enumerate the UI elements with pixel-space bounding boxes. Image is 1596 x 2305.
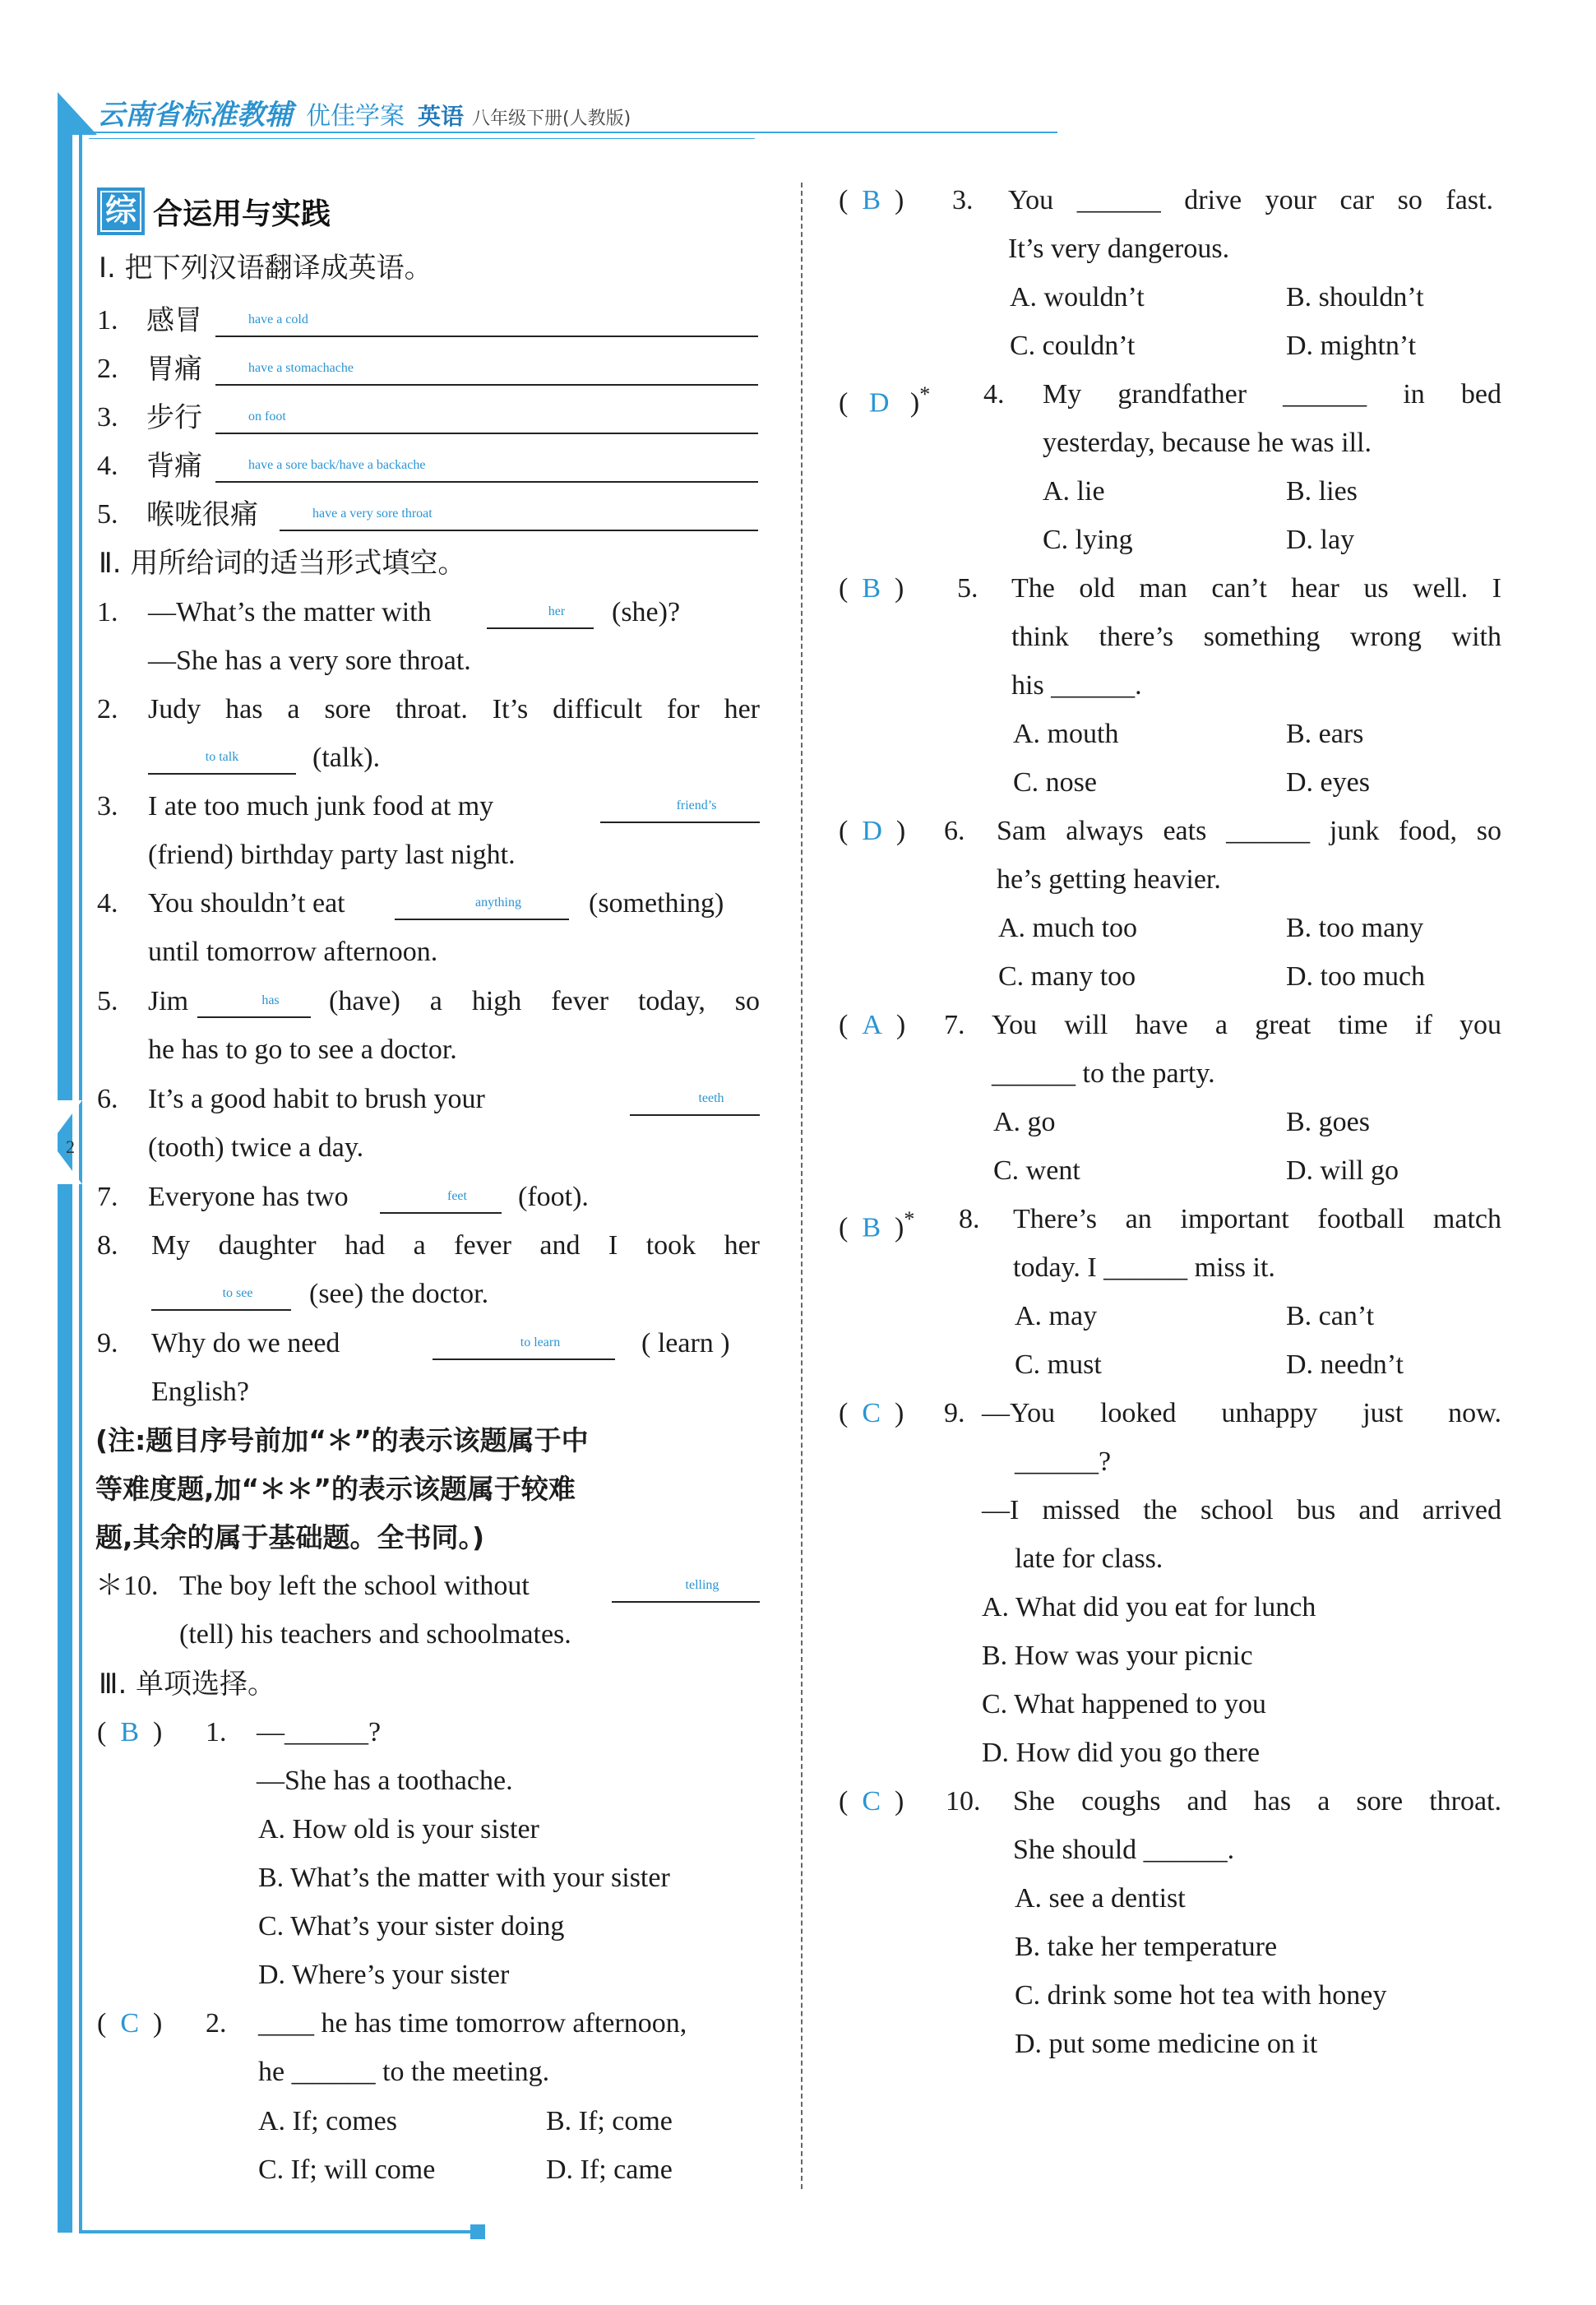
margin-strip-line [79,123,82,2233]
mc-option: A. lie [1043,476,1105,507]
mc-option: D. needn’t [1286,1349,1404,1380]
mc-option: A. much too [998,913,1138,943]
mc-option: D. too much [1286,961,1426,992]
mc-option: D. will go [1286,1155,1399,1186]
answer-blank: to see [151,1278,291,1311]
mc-option: A. may [1015,1301,1098,1331]
mc-answer: C [862,1786,881,1817]
mc-option: C. What’s your sister doing [258,1911,565,1942]
mc-option: D. Where’s your sister [258,1960,510,1990]
header-rule-thin [89,138,755,139]
column-divider [801,183,803,2189]
bottom-rule [79,2230,482,2233]
mc-option: D. put some medicine on it [1015,2029,1318,2059]
mc-option: C. must [1015,1349,1102,1380]
mc-option: D. mightn’t [1286,331,1417,361]
mc-option: A. If; comes [258,2106,398,2136]
answer-blank: her [487,596,594,629]
mc-option: A. go [993,1107,1056,1137]
section-icon: 综 [97,187,145,235]
part2-heading: Ⅱ. 用所给词的适当形式填空。 [99,547,466,580]
mc-option: D. How did you go there [982,1738,1261,1768]
mc-option: B. What’s the matter with your sister [258,1863,670,1893]
mc-option: C. drink some hot tea with honey [1015,1980,1387,2011]
mc-option: D. eyes [1286,767,1370,798]
header-brand: 云南省标准教辅 [97,99,293,132]
section-title: 合运用与实践 [153,197,331,231]
mc-option: C. lying [1043,525,1133,555]
running-header [97,92,631,132]
mc-option: D. If; came [546,2155,673,2185]
mc-option: C. couldn’t [1010,331,1136,361]
header-subject: 英语 [418,103,465,130]
mc-option: C. went [993,1155,1080,1186]
mc-option: B. shouldn’t [1286,282,1424,312]
workbook-page: 2 云南省标准教辅 优佳学案 英语 八年级下册(人教版) 综 合运用与实践 Ⅰ. 把下列汉语翻译成英语。 1. 感冒 have a cold 2. 胃痛 have a stomachache 3. 步行 on foot 4. 背痛 have a sore back/have a backache 5. 喉咙很痛 have a very sore throat Ⅱ. 用所给词的适当形式填空。 1. —What’s the matter with her (she)? —She has a very sore throat. 2. Judy has a sore throat. It’s difficult for her to talk (talk). 3. I ate too much junk food at my friend’s (friend) birthday party last night. 4. You shouldn’t eat anything (something) until tomorrow afternoon. 5. Jim has (have) a high fever today, so he has to go to see a doctor. 6. It’s a good habit to brush your teeth (tooth) twice a day. 7. Everyone has two feet (foot). 8. My daughter had a fever and I took her to see (see) the doctor. 9. Why do we need to learn ( learn ) English? (注:题目序号前加“＊”的表示该题属于中 等难度题,加“＊＊”的表示该题属于较难 题,其余的属于基础题。全书同。) ＊10. The boy left the school without telling (tell) his teachers and schoolmates. Ⅲ. 单项选择。 ( B ) 1. —______? —She has a toothache. A. How old is your sister B. What’s the matter with your sister C. What’s your sister doing D. Where’s your sister ( C ) 2. ____ he has time tomorrow afternoon, he ______ to the meeting. A. If; comes B. If; come C. If; will come D. If; came ( B ) 3. You ______ drive your car so fast. It’s very dangerous. A. wouldn’t B. shouldn’t C. couldn’t D. mightn’t ( D )* 4. My grandfather ______ in bed yesterday, because he was ill. A. lie B. lies C. lying D. lay ( B ) 5. The old man can’t hear us well. I think there’s something wrong with his ______. A. mouth B. ears C. nose D. eyes ( D ) 6. Sam always eats ______ junk food, so he’s getting heavier. A. much too B. too many C. many too D. too much ( A ) 7. You will have a great time if you ______ to the party. A. go B. goes C. went D. will go ( B )* 8. There’s an important football match today. I ______ miss it. A. may B. can’t C. must D. needn’t ( C ) 9. —You looked unhappy just now. ______? —I missed the school bus and arrived late for class. A. What did you eat for lunch B. How was your picnic C. What happened to you D. How did you go there ( C ) 10. She coughs and has a sore throat. She should ______. A. see a dentist B. take her temperature C. drink some hot tea with honey D. put some medicine on it [0,0,1596,2305]
mc-option: B. ears [1286,719,1364,749]
header-rule [89,132,1057,133]
mc-answer: B [862,1212,881,1243]
answer-blank: teeth [630,1083,760,1116]
page-number: 2 [66,1136,75,1157]
mc-option: B. goes [1286,1107,1370,1137]
answer-blank: have a sore back/have a backache [215,450,758,483]
part3-heading: Ⅲ. 单项选择。 [99,1668,276,1701]
mc-option: B. take her temperature [1015,1932,1278,1962]
mc-option: A. wouldn’t [1010,282,1145,312]
mc-answer: B [862,573,881,604]
header-grade: 八年级下册(人教版) [472,109,631,129]
mc-option: B. can’t [1286,1301,1375,1331]
mc-option: C. many too [998,961,1136,992]
mc-option: C. nose [1013,767,1097,798]
answer-blank: have a stomachache [215,353,758,386]
answer-blank: have a very sore throat [280,498,758,531]
mc-answer: D [868,387,890,419]
answer-blank: friend’s [600,790,760,823]
answer-blank: to talk [148,742,296,775]
mc-option: C. If; will come [258,2155,436,2185]
mc-option: A. see a dentist [1015,1883,1186,1914]
answer-blank: telling [612,1570,760,1603]
mc-option: B. If; come [546,2106,673,2136]
answer-blank: has [197,985,311,1018]
header-series: 优佳学案 [306,102,405,131]
mc-option: A. mouth [1013,719,1119,749]
answer-blank: feet [380,1181,502,1214]
answer-blank: anything [395,887,569,920]
mc-option: A. What did you eat for lunch [982,1592,1316,1622]
mc-option: D. lay [1286,525,1355,555]
answer-blank: on foot [215,401,758,434]
answer-blank: have a cold [215,304,758,337]
mc-answer: C [120,2008,140,2039]
mc-answer: C [862,1398,881,1428]
mc-option: C. What happened to you [982,1689,1266,1719]
bottom-square [470,2224,485,2239]
answer-blank: to learn [433,1327,615,1360]
mc-answer: B [120,1717,140,1747]
mc-answer: B [862,185,881,215]
mc-answer: A [862,1010,882,1040]
mc-answer: D [862,816,882,846]
mc-option: B. How was your picnic [982,1641,1253,1671]
mc-option: A. How old is your sister [258,1814,539,1844]
part1-heading: Ⅰ. 把下列汉语翻译成英语。 [99,252,433,285]
mc-option: B. too many [1286,913,1424,943]
mc-option: B. lies [1286,476,1358,507]
